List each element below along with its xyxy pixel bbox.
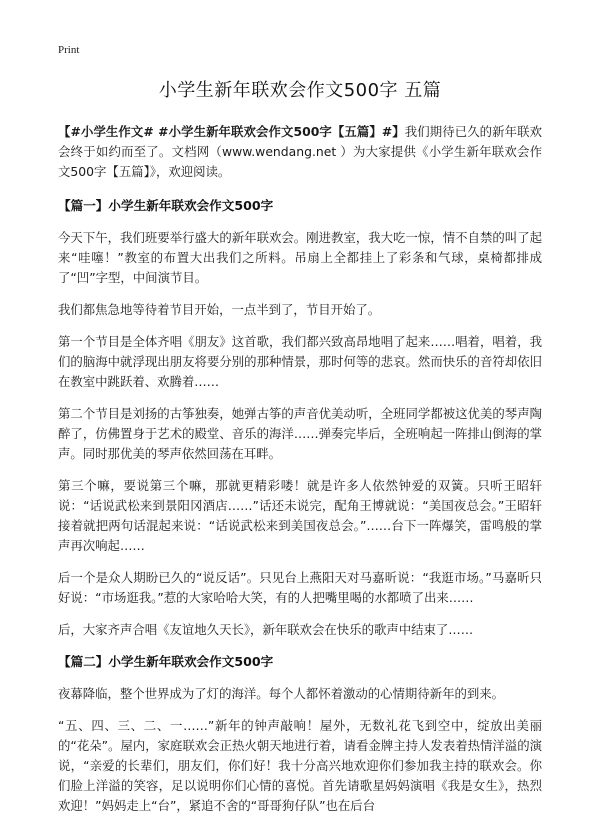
section-heading-2: 【篇二】小学生新年联欢会作文500字: [58, 654, 274, 669]
print-link[interactable]: Print: [58, 44, 80, 56]
paragraph: 今天下午，我们班要举行盛大的新年联欢会。刚进教室，我大吃一惊，情不自禁的叫了起来“哇噻！”教室的布置大出我们之所料。吊扇上全都挂上了彩条和气球，桌椅都排成了“凹”字型，中间演节目。: [58, 230, 542, 285]
intro-bold-prefix: 【#小学生作文# #小学生新年联欢会作文500字【五篇】#】: [58, 124, 405, 139]
paragraph: 后一个是众人期盼已久的“说反话”。只见台上燕阳天对马嘉昕说：“我逛市场。”马嘉昕只好说：“市场逛我。”惹的大家哈哈大笑，有的人把嘴里喝的水都喷了出来……: [58, 570, 542, 605]
paragraph: 夜幕降临，整个世界成为了灯的海洋。每个人都怀着激动的心情期待新年的到来。: [58, 686, 505, 701]
section-heading-1: 【篇一】小学生新年联欢会作文500字: [58, 198, 274, 213]
paragraph: 第三个嘛，要说第三个嘛，那就更精彩喽！就是许多人依然钟爱的双簧。只听王昭轩说：“话说武松来到景阳冈酒店……”话还未说完，配角王博就说：“美国夜总会。”王昭轩接着就把两句话混起来说：“话说武松来到美国夜总会。”……台下一阵爆笑，雷鸣般的掌声再次响起……: [58, 478, 542, 553]
paragraph: “五、四、三、二、一……”新年的钟声敲响！屋外，无数礼花飞到空中，绽放出美丽的“花朵”。屋内，家庭联欢会正热火朝天地进行着，请看金牌主持人发表着热情洋溢的演说，“亲爱的长辈们，朋友们，你们好！我十分高兴地欢迎你们参加我主持的联欢会。你们脸上洋溢的笑容，足以说明你们心情的喜悦。首先请歌星妈妈演唱《我是女生》，热烈欢迎！”妈妈走上“台”，紧追不舍的“哥哥狗仔队”也在后台: [58, 718, 542, 813]
document-title: 小学生新年联欢会作文500字 五篇: [158, 80, 442, 101]
paragraph: 第一个节目是全体齐唱《朋友》这首歌，我们都兴致高昂地唱了起来……唱着，唱着，我们的脑海中就浮现出朋友将要分别的那种情景，那时何等的悲哀。然而快乐的音符却依旧在教室中跳跃着、欢腾着……: [58, 334, 542, 389]
intro-text: 我们期待已久的新年联欢会终于如约而至了。文档网（www.wendang.net ）为大家提供《小学生新年联欢会作文500字【五篇】》，欢迎阅读。: [58, 124, 542, 179]
intro-paragraph: [58, 122, 542, 182]
paragraph: 第二个节目是刘扬的古筝独奏，她弹古筝的声音优美动听，全班同学都被这优美的琴声陶醉了，仿佛置身于艺术的殿堂、音乐的海洋……弹奏完毕后，全班响起一阵排山倒海的掌声。同时那优美的琴声依然回荡在耳畔。: [58, 406, 542, 461]
paragraph: 我们都焦急地等待着节目开始，一点半到了，节目开始了。: [58, 302, 381, 317]
paragraph: 后，大家齐声合唱《友谊地久天长》，新年联欢会在快乐的歌声中结束了……: [58, 622, 474, 637]
